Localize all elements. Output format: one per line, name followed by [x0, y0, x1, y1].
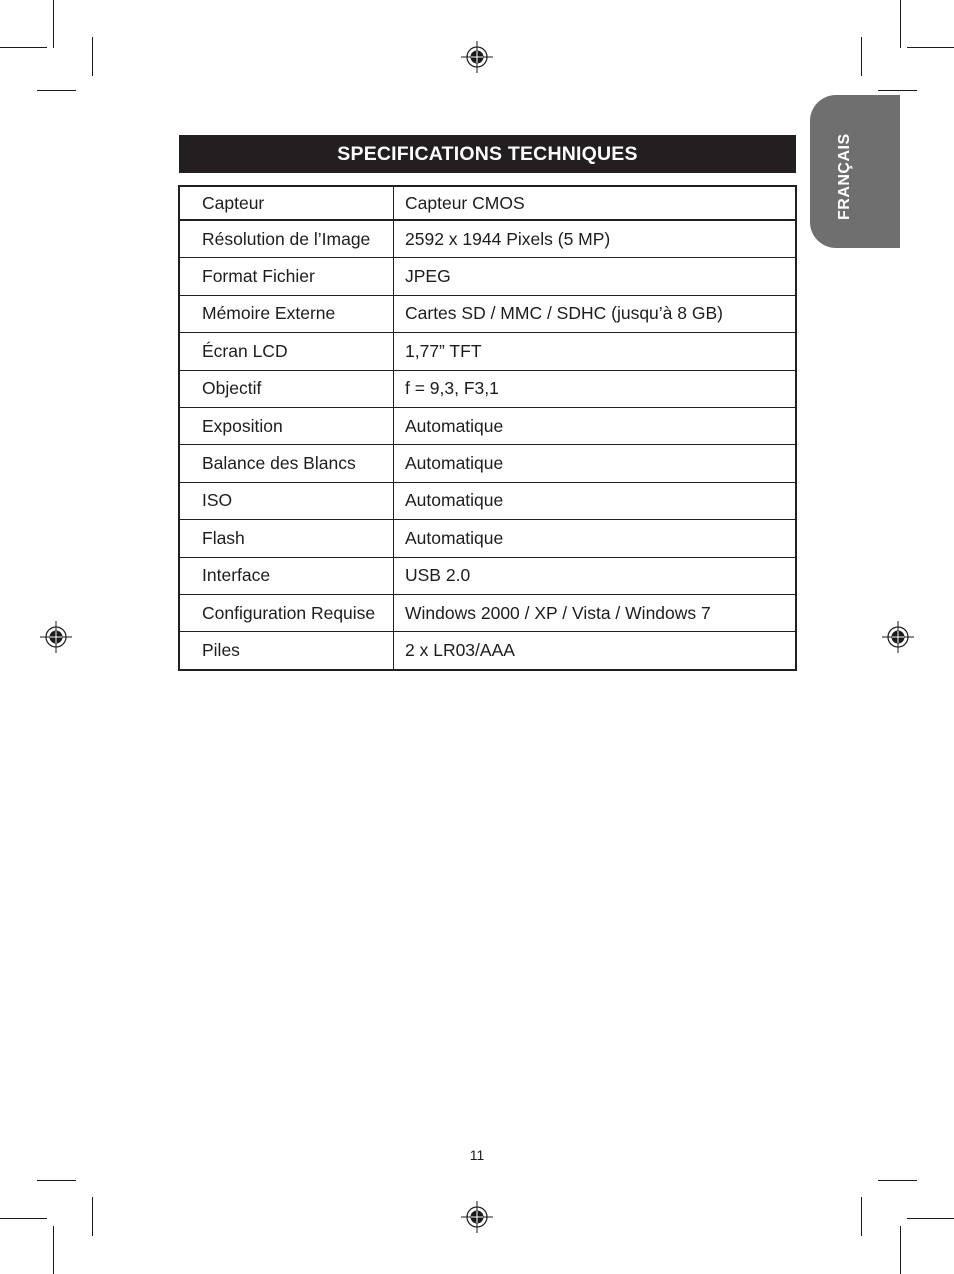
spec-label: Exposition	[179, 407, 394, 444]
table-row	[179, 258, 796, 295]
spec-value: Windows 2000 / XP / Vista / Windows 7	[394, 594, 797, 631]
table-row	[179, 186, 796, 220]
language-tab	[810, 95, 900, 248]
crop-mark	[53, 0, 54, 48]
spec-label: Mémoire Externe	[179, 295, 394, 332]
spec-table	[178, 185, 797, 671]
table-row	[179, 333, 796, 370]
spec-value: 1,77” TFT	[394, 333, 797, 370]
crop-mark	[37, 1180, 76, 1181]
spec-label: Balance des Blancs	[179, 445, 394, 482]
crop-mark	[900, 0, 901, 48]
table-row	[179, 520, 796, 557]
spec-value: Automatique	[394, 482, 797, 519]
crop-mark	[92, 1197, 93, 1236]
spec-label: Interface	[179, 557, 394, 594]
page-number: 11	[469, 1147, 485, 1163]
spec-value: f = 9,3, F3,1	[394, 370, 797, 407]
table-row	[179, 370, 796, 407]
spec-value: USB 2.0	[394, 557, 797, 594]
crop-mark	[37, 90, 76, 91]
spec-label: Résolution de l’Image	[179, 220, 394, 258]
spec-value: JPEG	[394, 258, 797, 295]
spec-value: Automatique	[394, 407, 797, 444]
crop-mark	[900, 1226, 901, 1274]
spec-label: Écran LCD	[179, 333, 394, 370]
crop-mark	[0, 1218, 47, 1219]
crop-mark	[878, 1180, 917, 1181]
spec-label: ISO	[179, 482, 394, 519]
crop-mark	[53, 1226, 54, 1274]
table-row	[179, 557, 796, 594]
language-tab-label: FRANÇAIS	[836, 133, 853, 220]
spec-label: Configuration Requise	[179, 594, 394, 631]
crop-mark	[861, 1197, 862, 1236]
table-row	[179, 482, 796, 519]
spec-value: Cartes SD / MMC / SDHC (jusqu’à 8 GB)	[394, 295, 797, 332]
crop-mark	[907, 47, 954, 48]
crop-mark	[0, 47, 47, 48]
spec-value: Automatique	[394, 445, 797, 482]
registration-mark-icon	[882, 621, 914, 653]
spec-label: Objectif	[179, 370, 394, 407]
table-row	[179, 594, 796, 631]
table-row	[179, 407, 796, 444]
registration-mark-icon	[461, 1201, 493, 1233]
crop-mark	[878, 90, 917, 91]
spec-value: 2592 x 1944 Pixels (5 MP)	[394, 220, 797, 258]
spec-label: Format Fichier	[179, 258, 394, 295]
crop-mark	[861, 37, 862, 76]
spec-value: Capteur CMOS	[394, 186, 797, 220]
spec-label: Capteur	[179, 186, 394, 220]
table-row	[179, 632, 796, 670]
spec-value: 2 x LR03/AAA	[405, 639, 515, 660]
table-row	[179, 295, 796, 332]
spec-label: Piles	[179, 632, 394, 670]
crop-mark	[92, 37, 93, 76]
spec-label: Flash	[179, 520, 394, 557]
crop-mark	[907, 1218, 954, 1219]
registration-mark-icon	[461, 41, 493, 73]
table-row	[179, 445, 796, 482]
registration-mark-icon	[40, 621, 72, 653]
table-row	[179, 220, 796, 258]
section-title: SPECIFICATIONS TECHNIQUES	[179, 135, 796, 173]
spec-value: Automatique	[394, 520, 797, 557]
